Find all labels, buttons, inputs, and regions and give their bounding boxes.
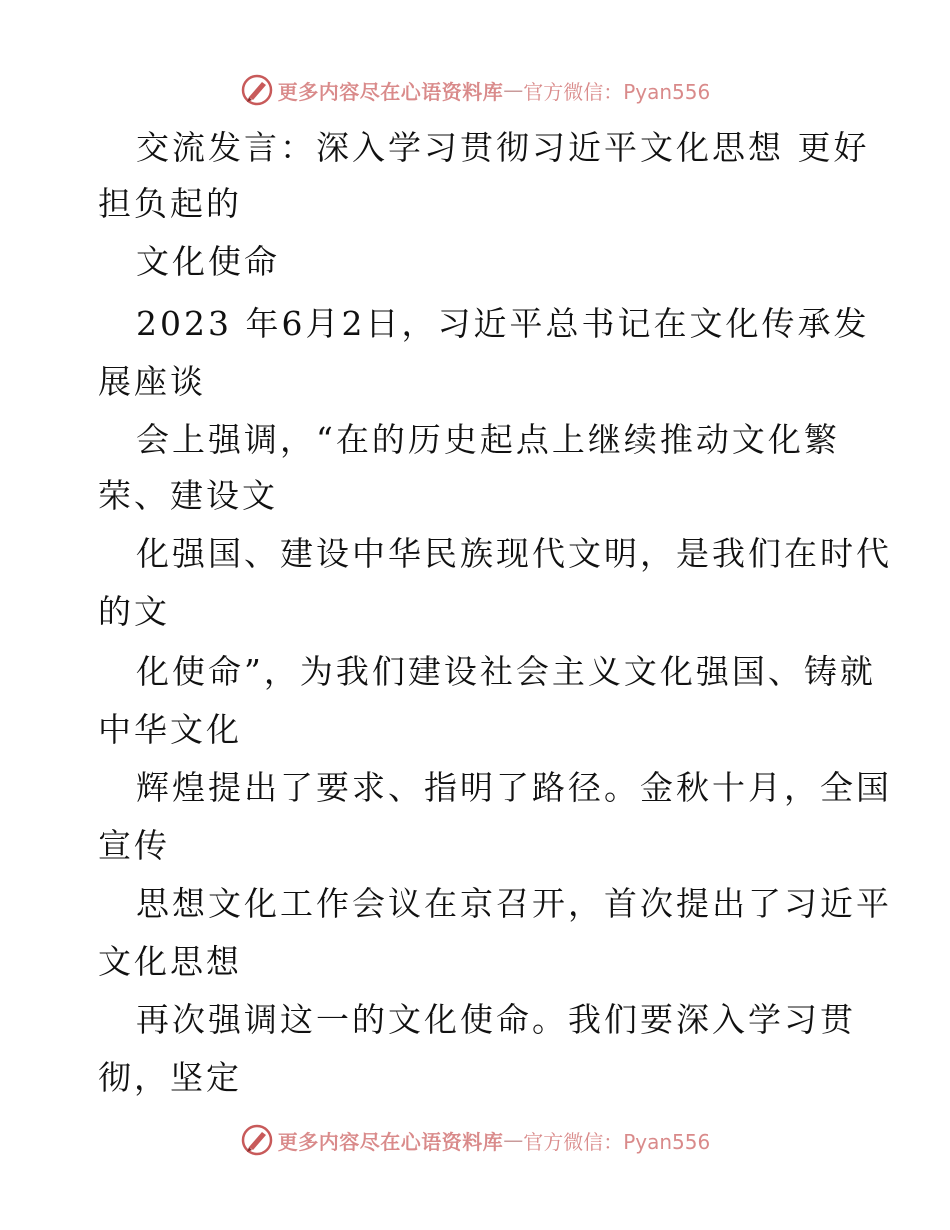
text-line: 宣传 xyxy=(98,826,170,865)
watermark-separator: — xyxy=(503,78,524,102)
text-line: 再次强调这一的文化使命。我们要深入学习贯 xyxy=(136,1000,856,1039)
watermark-header xyxy=(0,70,950,110)
text-line: 交流发言：深入学习贯彻习近平文化思想 更好 xyxy=(136,128,870,167)
text-line: 化强国、建设中华民族现代文明，是我们在时代 xyxy=(136,534,892,573)
text-line: 荣、建设文 xyxy=(98,476,278,515)
text-line: 思想文化工作会议在京召开，首次提出了习近平 xyxy=(136,884,892,923)
text-line: 辉煌提出了要求、指明了路径。金秋十月，全国 xyxy=(136,768,892,807)
text-line: 文化思想 xyxy=(98,942,242,981)
watermark-text: 更多内容尽在心语资料库 xyxy=(277,79,504,104)
watermark-separator: — xyxy=(503,1128,524,1152)
text-line: 会上强调，“在的历史起点上继续推动文化繁 xyxy=(136,420,840,459)
text-line: 文化使命 xyxy=(136,242,280,281)
text-line: 展座谈 xyxy=(98,362,206,401)
watermark-footer xyxy=(0,1120,950,1160)
pen-logo-icon xyxy=(240,73,274,107)
text-line: 的文 xyxy=(98,592,170,631)
text-line: 担负起的 xyxy=(98,184,242,223)
text-line: 中华文化 xyxy=(98,710,242,749)
text-line: 化使命”，为我们建设社会主义文化强国、铸就 xyxy=(136,652,876,691)
text-line: 2023 年6月2日，习近平总书记在文化传承发 xyxy=(136,304,870,343)
text-line: 彻，坚定 xyxy=(98,1058,242,1097)
pen-logo-icon xyxy=(240,1123,274,1157)
watermark-wechat: 官方微信：Pyan556 xyxy=(523,79,711,104)
watermark-text: 更多内容尽在心语资料库 xyxy=(277,1129,504,1154)
watermark-wechat: 官方微信：Pyan556 xyxy=(523,1129,711,1154)
